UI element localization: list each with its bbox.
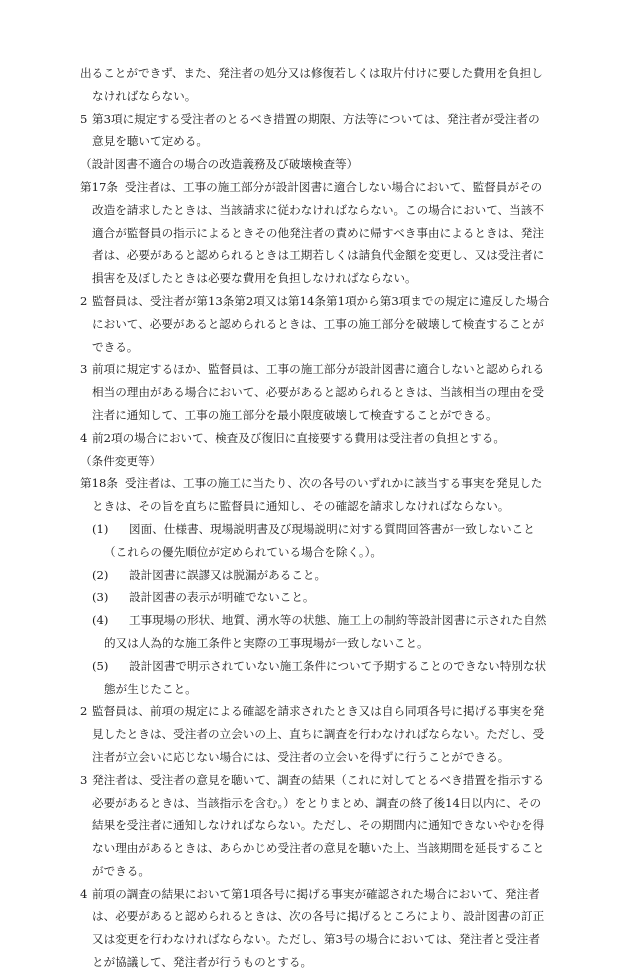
item-4	[92, 609, 551, 655]
article-number: 第18条	[80, 476, 118, 491]
paragraph-text: 前2項の場合において、検査及び復旧に直接要する費用は受注者の負担とする。	[92, 430, 505, 445]
item-text: 設計図書に誤謬又は脱漏があること。	[129, 567, 327, 582]
paragraph-number: 2	[80, 704, 88, 719]
paragraph-text: 第3項に規定する受注者のとるべき措置の期限、方法等については、発注者が受注者の意見を聴いて定める。	[92, 111, 540, 149]
paragraph-text: 出ることができず、また、発注者の処分又は修復若しくは取片付けに要した費用を負担しなければならない。	[80, 66, 543, 103]
article-number: 第17条	[80, 179, 118, 194]
article-18-paragraph-2	[80, 700, 551, 768]
article-18-paragraph-3	[80, 769, 551, 883]
paragraph-number: 3	[80, 362, 88, 377]
item-number: (1)	[92, 521, 109, 536]
article-text: 受注者は、工事の施工に当たり、次の各号のいずれかに該当する事実を発見したときは、その旨を直ちに監督員に通知し、その確認を請求しなければならない。	[92, 476, 543, 514]
caption-text: （設計図書不適合の場合の改造義務及び破壊検査等）	[80, 157, 359, 172]
article-18	[80, 472, 551, 518]
article-17-paragraph-3	[80, 358, 551, 426]
item-number: (4)	[92, 613, 109, 628]
article-text: 受注者は、工事の施工部分が設計図書に適合しない場合において、監督員がその改造を請求したときは、当該請求に従わなければならない。この場合において、当該不適合が監督員の指示によるときその他発注者の責めに帰すべき事由によるときは、発注者は、必要があると認められるときは工期若しくは請負代金額を変更し、又は受注者に損害を及ぼしたときは必要な費用を負担しなければならない。	[92, 179, 545, 286]
article-17	[80, 176, 551, 290]
caption-text: （条件変更等）	[80, 453, 162, 468]
paragraph-number: 2	[80, 293, 88, 308]
article-caption-18	[80, 450, 551, 473]
paragraph-text: 前項の調査の結果において第1項各号に掲げる事実が確認された場合において、発注者は、必要があると認められるときは、次の各号に掲げるところにより、設計図書の訂正又は変更を行わなければならない。ただし、第3号の場合においては、発注者と受注者とが協議して、発注者が行うものとする。	[92, 886, 545, 970]
paragraph-5	[80, 108, 551, 154]
item-text: 設計図書の表示が明確でないこと。	[129, 590, 315, 605]
item-number: (2)	[92, 567, 109, 582]
paragraph-number: 4	[80, 886, 88, 901]
item-text: 設計図書で明示されていない施工条件について予期することのできない特別な状態が生じたこと。	[104, 658, 547, 696]
paragraph-number: 3	[80, 772, 88, 787]
paragraph-text: 監督員は、受注者が第13条第2項又は第14条第1項から第3項までの規定に違反した場合において、必要があると認められるときは、工事の施工部分を破壊して検査することができる。	[92, 293, 550, 354]
paragraph-continuation	[80, 62, 551, 108]
item-text: 工事現場の形状、地質、湧水等の状態、施工上の制約等設計図書に示された自然的又は人為的な施工条件と実際の工事現場が一致しないこと。	[104, 613, 547, 650]
item-number: (5)	[92, 658, 109, 673]
paragraph-text: 発注者は、受注者の意見を聴いて、調査の結果（これに対してとるべき措置を指示する必要があるときは、当該指示を含む。）をとりまとめ、調査の終了後14日以内に、その結果を受注者に通知しなければならない。ただし、その期間内に通知できないやむを得ない理由があるときは、あらかじめ受注者の意見を聴いた上、当該期間を延長することができる。	[92, 772, 545, 878]
item-1	[92, 518, 551, 564]
item-5	[92, 655, 551, 701]
article-17-paragraph-2	[80, 290, 551, 358]
document-page	[0, 62, 630, 974]
article-18-paragraph-4	[80, 883, 551, 974]
article-17-paragraph-4	[80, 427, 551, 450]
paragraph-text: 監督員は、前項の規定による確認を請求されたとき又は自ら同項各号に掲げる事実を発見したときは、受注者の立会いの上、直ちに調査を行わなければならない。ただし、受注者が立会いに応じない場合には、受注者の立会いを得ずに行うことができる。	[92, 704, 545, 764]
article-caption-17	[80, 153, 551, 176]
item-number: (3)	[92, 590, 109, 605]
paragraph-number: 4	[80, 430, 88, 445]
item-2	[92, 564, 551, 587]
paragraph-text: 前項に規定するほか、監督員は、工事の施工部分が設計図書に適合しないと認められる相当の理由がある場合において、必要があると認められるときは、当該相当の理由を受注者に通知して、工事の施工部分を最小限度破壊して検査することができる。	[92, 362, 545, 422]
item-text: 図面、仕様書、現場説明書及び現場説明に対する質問回答書が一致しないこと（これらの優先順位が定められている場合を除く。）。	[104, 521, 535, 559]
paragraph-number: 5	[80, 111, 88, 126]
item-3	[92, 586, 551, 609]
